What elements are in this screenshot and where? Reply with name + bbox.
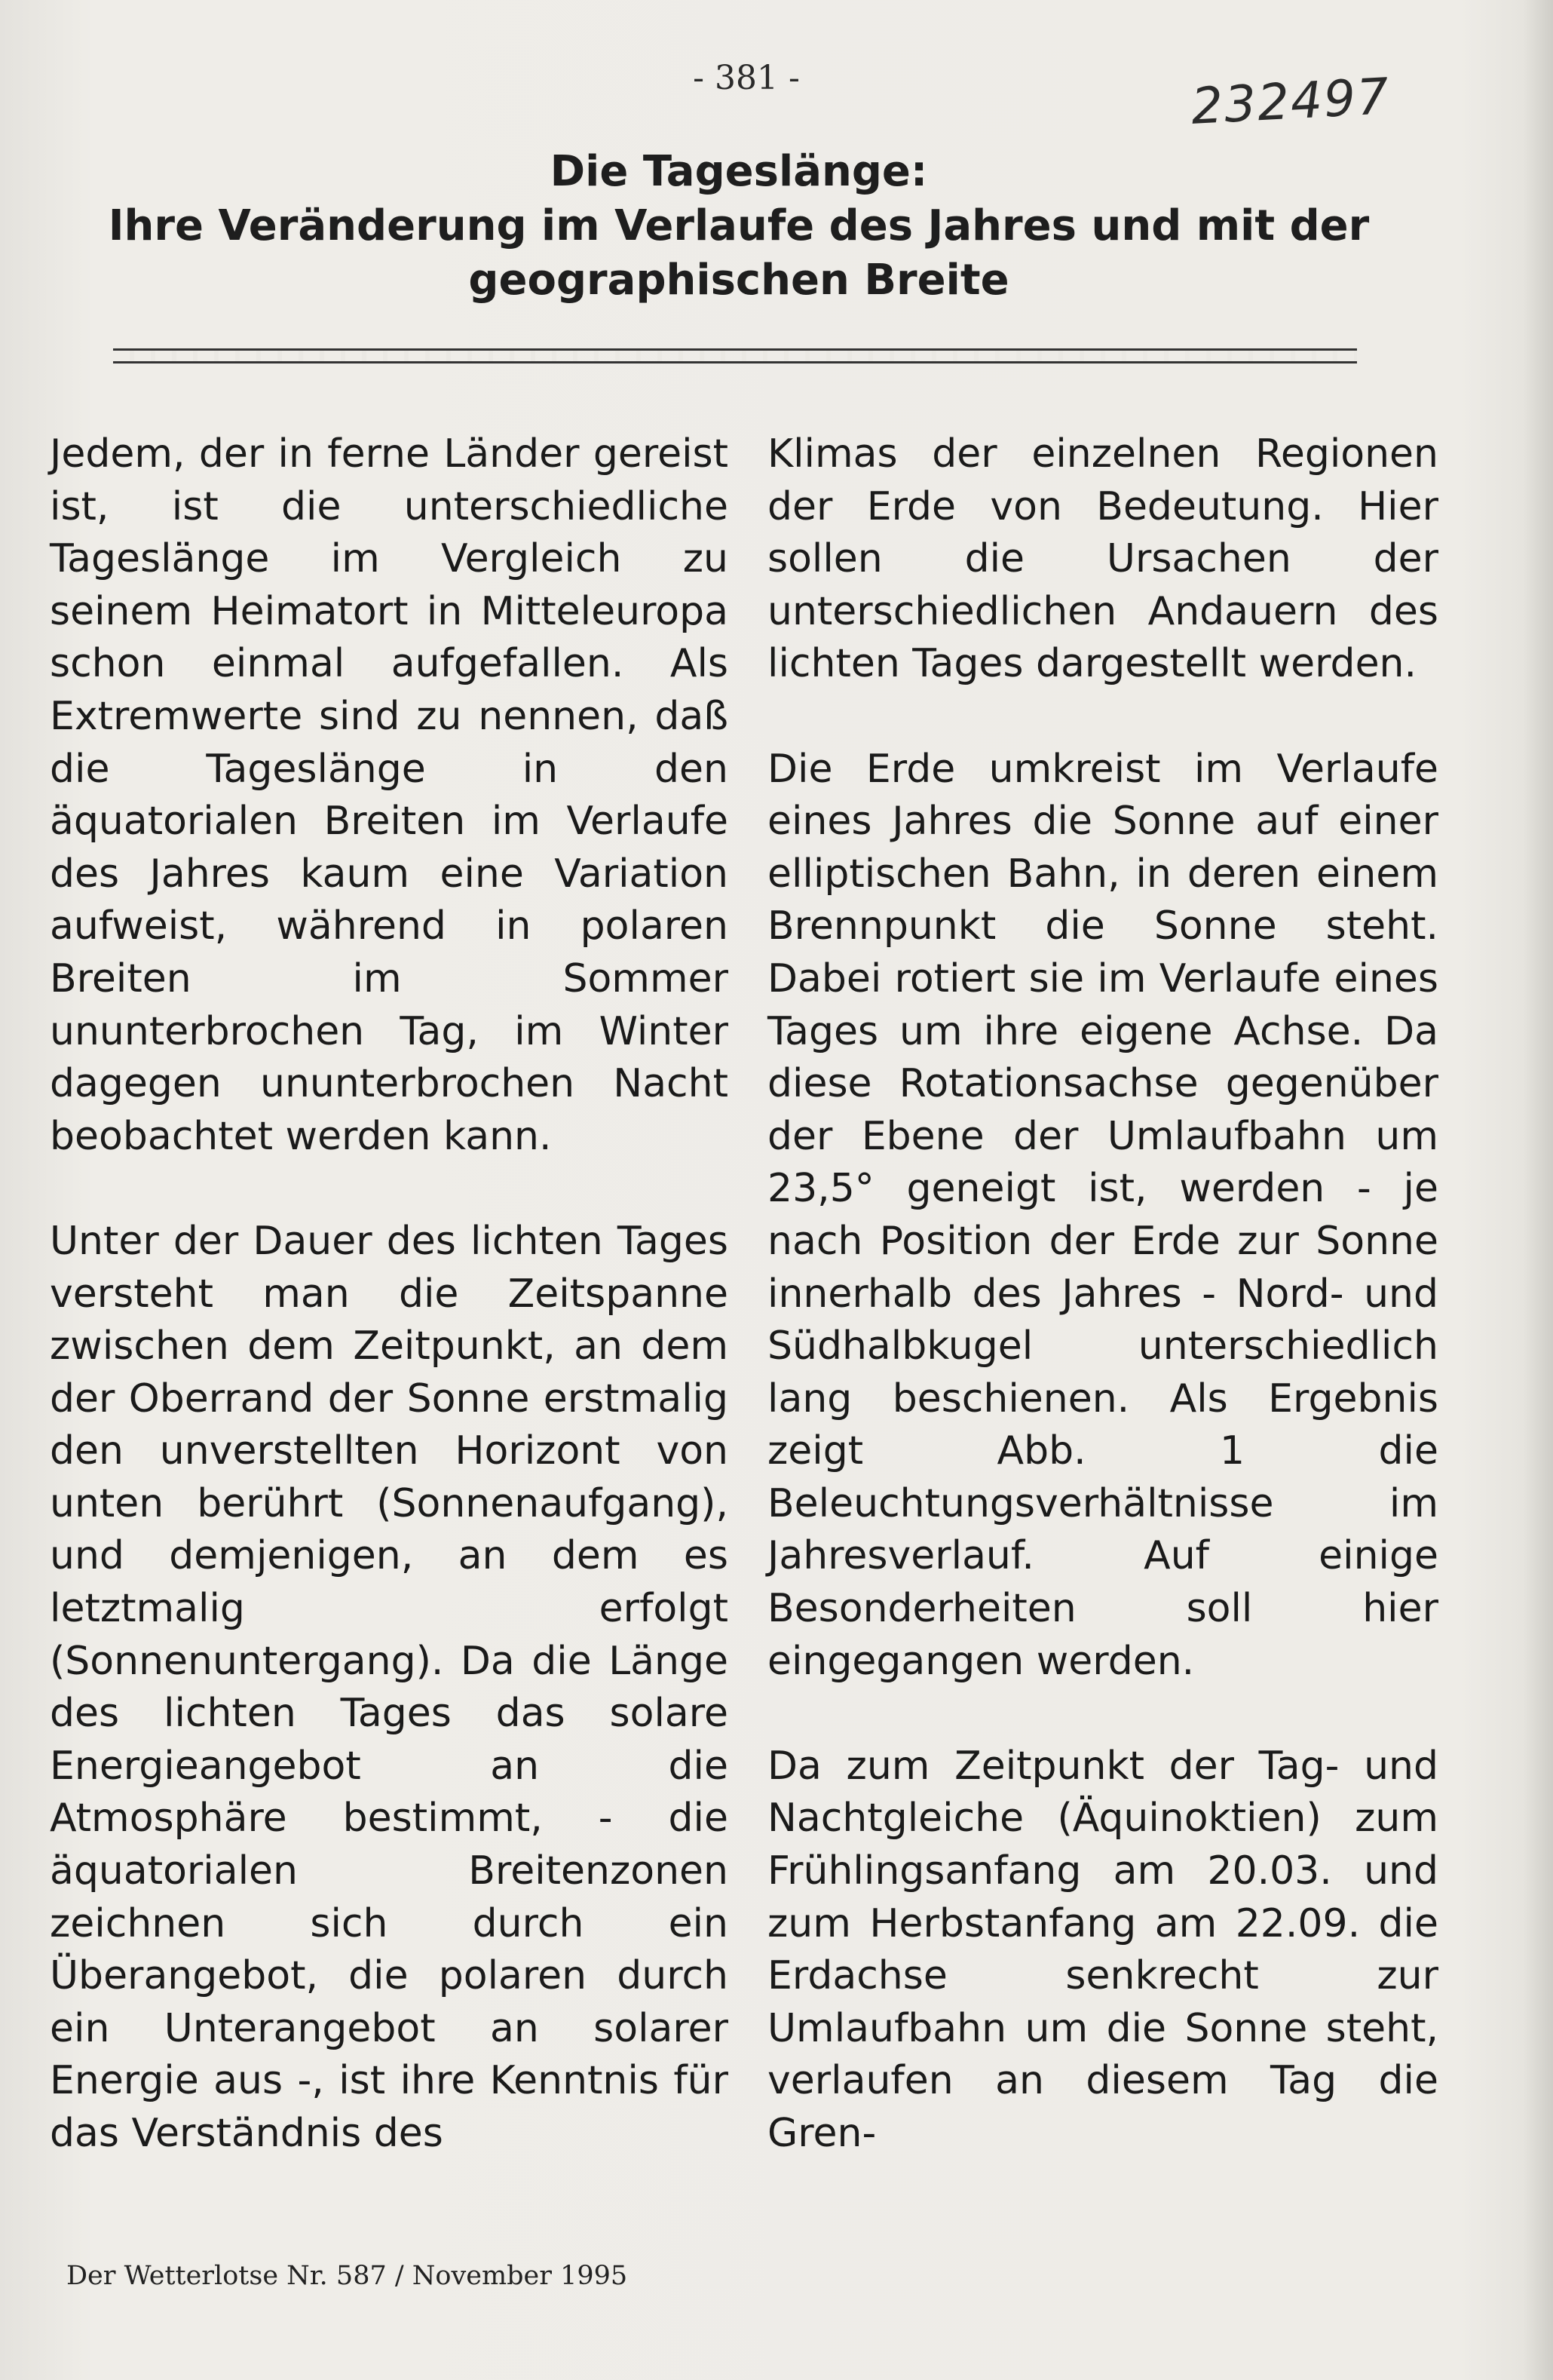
handwritten-archive-number: 232497	[1190, 67, 1392, 136]
left-paragraph-2: Unter der Dauer des lichten Tages versteht man die Zeitspanne zwischen dem Zeitpunkt, an dem der Oberrand der Sonne erstmalig den unverstellten Horizont von unten berührt (Sonnenaufgang), und demjenigen, an dem es letztmalig erfolgt (Sonnenuntergang). Da die Länge des lichten Tages das solare Energieangebot an die Atmosphäre bestimmt, - die äquatorialen Breitenzonen zeichnen sich durch ein Überangebot, die polaren durch ein Unterangebot an solarer Energie aus -, ist ihre Kenntnis für das Verständnis des	[50, 1218, 728, 2156]
page-number: - 381 -	[693, 59, 800, 97]
title-line-3: geographischen Breite	[468, 256, 1009, 305]
page-edge-shadow	[1523, 0, 1553, 2380]
publication-footer: Der Wetterlotse Nr. 587 / November 1995	[66, 2261, 628, 2291]
right-paragraph-2: Die Erde umkreist im Verlaufe eines Jahres die Sonne auf einer elliptischen Bahn, in deren einem Brennpunkt die Sonne steht. Dabei rotiert sie im Verlaufe eines Tages um ihre eigene Achse. Da diese Rotationsachse gegenüber der Ebene der Umlaufbahn um 23,5° geneigt ist, werden - je nach Position der Erde zur Sonne innerhalb des Jahres - Nord- und Südhalbkugel unterschiedlich lang beschienen. Als Ergebnis zeigt Abb. 1 die Beleuchtungsverhältnisse im Jahresverlauf. Auf einige Besonderheiten soll hier eingegangen werden.	[767, 746, 1438, 1684]
title-line-2: Ihre Veränderung im Verlaufe des Jahres und mit der	[108, 201, 1370, 250]
right-paragraph-1: Klimas der einzelnen Regionen der Erde von Bedeutung. Hier sollen die Ursachen der unterschiedlichen Andauern des lichten Tages dargestellt werden.	[767, 431, 1438, 687]
title-double-rule	[113, 348, 1357, 363]
title-line-1: Die Tageslänge:	[550, 147, 928, 196]
left-paragraph-1: Jedem, der in ferne Länder gereist ist, ist die unterschiedliche Tageslänge im Vergleich zu seinem Heimatort in Mitteleuropa schon einmal aufgefallen. Als Extremwerte sind zu nennen, daß die Tageslänge in den äquatorialen Breiten im Verlaufe des Jahres kaum eine Variation aufweist, während in polaren Breiten im Sommer ununterbrochen Tag, im Winter dagegen ununterbrochen Nacht beobachtet werden kann.	[50, 431, 728, 1159]
left-column	[50, 428, 728, 2161]
article-title	[75, 145, 1402, 308]
right-column	[767, 428, 1438, 2161]
right-paragraph-3: Da zum Zeitpunkt der Tag- und Nachtgleiche (Äquinoktien) zum Frühlingsanfang am 20.03. und zum Herbstanfang am 22.09. die Erdachse senkrecht zur Umlaufbahn um die Sonne steht, verlaufen an diesem Tag die Gren-	[767, 1743, 1438, 2156]
